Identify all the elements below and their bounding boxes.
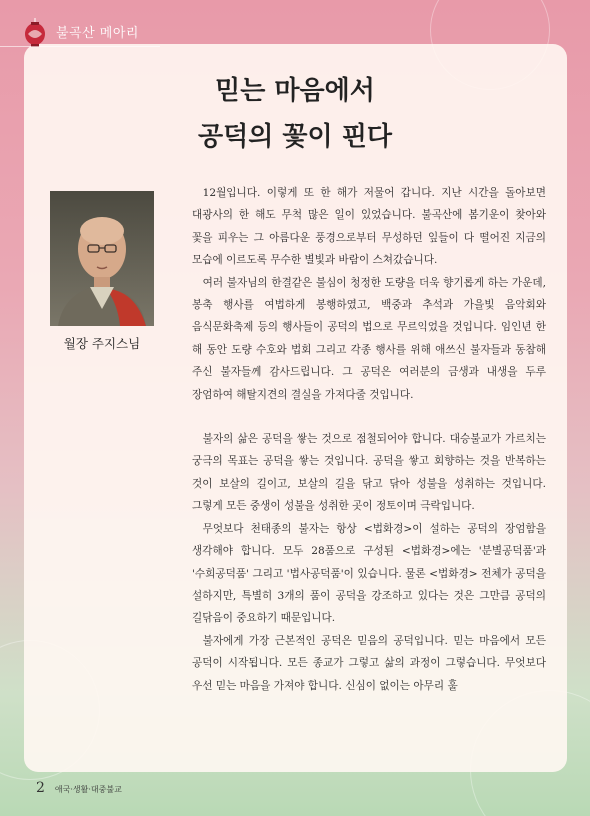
paragraph: 불자에게 가장 근본적인 공덕은 믿음의 공덕입니다. 믿는 마음에서 모든 공덕이 시작됩니다. 모든 종교가 그렇고 삶의 과정이 그렇습니다. 무엇보다 우선 믿는 마음을 가져야 합니다. 신심이 없이는 아무리 훌 <box>192 634 546 692</box>
title-line-1: 믿는 마음에서 <box>215 76 375 106</box>
page-number: 2 <box>36 780 45 796</box>
header-divider <box>0 46 160 47</box>
monk-portrait <box>50 191 154 326</box>
article-title <box>0 68 590 160</box>
section-label: 불곡산 메아리 <box>56 26 139 41</box>
paragraph: 무엇보다 천태종의 불자는 항상 <법화경>이 설하는 공덕의 장엄함을 생각해야 합니다. 모두 28품으로 구성된 <법화경>에는 '분별공덕품'과 '수희공덕품' 그리고 '법사공덕품'이 있습니다. 물론 <법화경> 전체가 공덕을 설하지만, 특별히 3개의 품이 공덕을 강조하고 있다는 것은 그만큼 공덕의 길닦음이 중요하기 때문입니다. <box>192 522 546 625</box>
article-body <box>192 182 546 697</box>
paragraph: 불자의 삶은 공덕을 쌓는 것으로 점철되어야 합니다. 대승불교가 가르치는 궁극의 목표는 공덕을 쌓는 것입니다. 공덕을 쌓고 회향하는 것을 반복하는 것이 보살의 길이고, 보살의 길을 닦고 닦아 성불을 성취하는 것입니다. 그렇게 모든 중생이 성불을 성취한 곳이 정토이며 극락입니다. <box>192 433 546 513</box>
publication-tagline: 애국·생활·대중불교 <box>54 785 122 794</box>
portrait-illustration <box>50 191 154 326</box>
paragraph: 12월입니다. 이렇게 또 한 해가 저물어 갑니다. 지난 시간을 돌아보면 대광사의 한 해도 무척 많은 일이 있었습니다. 불곡산에 봄기운이 찾아와 꽃을 피우는 그 아름다운 풍경으로부터 무성하던 잎들이 다 떨어진 지금의 모습에 이르도록 무수한 별빛과 바람이 스쳐갔습니다. <box>192 187 546 267</box>
page-footer <box>36 780 122 796</box>
paragraph: 여러 불자님의 한결같은 불심이 청정한 도량을 더욱 향기롭게 하는 가운데, 봉축 행사를 여법하게 봉행하였고, 백중과 추석과 가을빛 음악회와 음식문화축제 등의 행사들이 공덕의 법으로 무르익었을 것입니다. 임인년 한 해 동안 도량 수호와 법회 그리고 각종 행사를 위해 애쓰신 불자들과 동참해 주신 불자들께 감사드립니다. 그 공덕은 여러분의 금생과 내생을 두루 장엄하여 해탈지견의 결실을 가져다줄 것입니다. <box>192 276 546 401</box>
photo-caption: 월장 주지스님 <box>63 336 141 351</box>
section-header <box>0 18 170 46</box>
lantern-icon <box>22 18 48 48</box>
title-line-2: 공덕의 꽃이 핀다 <box>198 122 392 152</box>
